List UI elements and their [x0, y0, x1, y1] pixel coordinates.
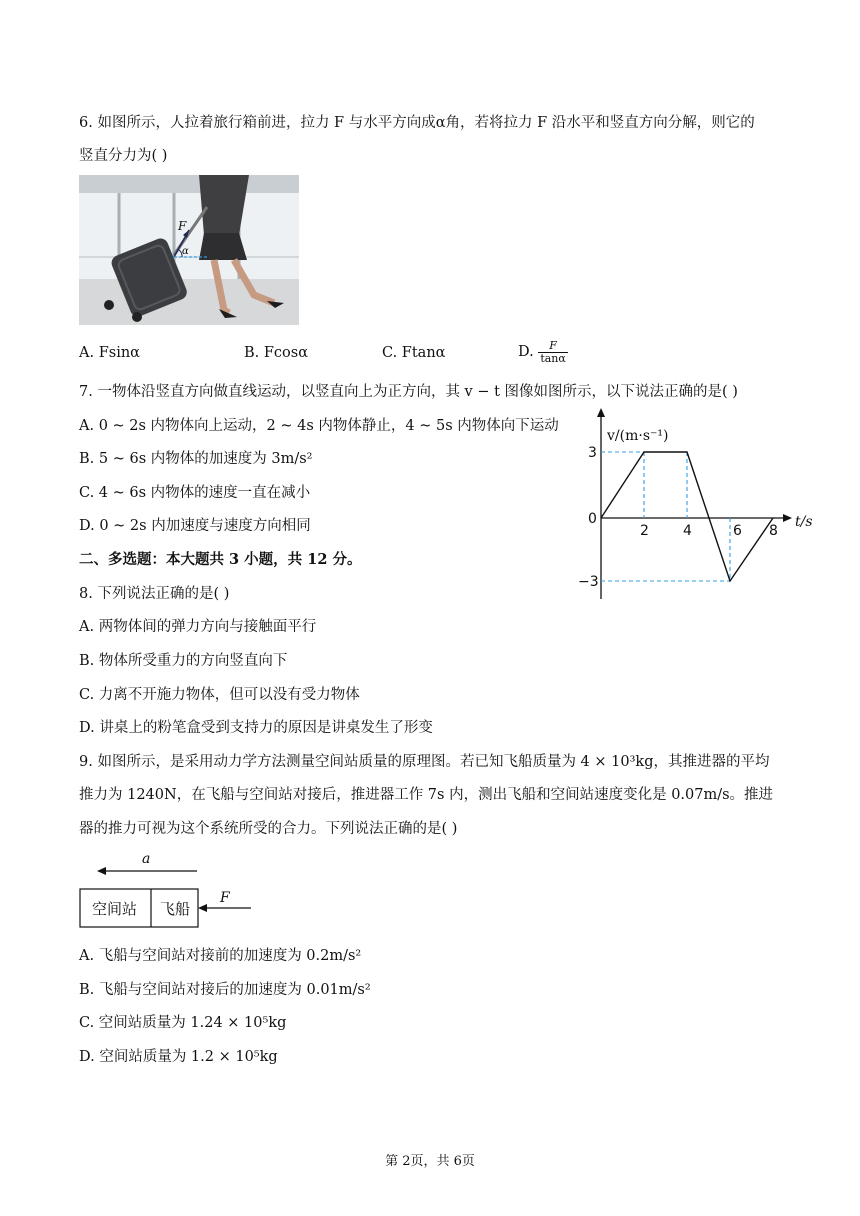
q6-stem-line1: 6. 如图所示，人拉着旅行箱前进，拉力 F 与水平方向成α角，若将拉力 F 沿水平和竖直方向分解，则它的	[79, 115, 755, 131]
y-axis-label: v/(m·s⁻¹)	[607, 428, 669, 444]
q8-option-b: B. 物体所受重力的方向竖直向下	[79, 653, 288, 669]
fraction-denominator: tanα	[540, 351, 566, 365]
q7-option-b: B. 5 ~ 6s 内物体的加速度为 3m/s²	[79, 451, 313, 467]
q9-stem-line2: 推力为 1240N，在飞船与空间站对接后，推进器工作 7s 内，测出飞船和空间站速度变化是 0.07m/s。推进	[79, 787, 774, 803]
tick-x4: 4	[683, 523, 692, 539]
force-label: F	[220, 890, 230, 906]
q8-stem: 8. 下列说法正确的是( )	[79, 586, 230, 602]
q8-option-c: C. 力离不开施力物体，但可以没有受力物体	[79, 687, 360, 703]
tick-yneg3: −3	[578, 574, 599, 590]
section-heading: 二、多选题：本大题共 3 小题，共 12 分。	[79, 551, 362, 568]
q9-stem-line3: 器的推力可视为这个系统所受的合力。下列说法正确的是( )	[79, 821, 458, 837]
acceleration-label: a	[142, 851, 151, 867]
q9-option-c: C. 空间站质量为 1.24 × 10⁵kg	[79, 1015, 287, 1031]
q9-stem-line1: 9. 如图所示，是采用动力学方法测量空间站质量的原理图。若已知飞船质量为 4 × 10³kg，其推进器的平均	[79, 754, 770, 770]
suitcase-illustration	[79, 175, 299, 325]
x-axis-arrow-icon	[783, 514, 792, 522]
spacecraft-box: 飞船	[160, 900, 191, 918]
station-diagram	[75, 848, 265, 934]
q6-option-c: C. Ftanα	[382, 345, 446, 361]
q7-option-a: A. 0 ~ 2s 内物体向上运动，2 ~ 4s 内物体静止，4 ~ 5s 内物体向下运动	[79, 418, 559, 434]
tick-x2: 2	[640, 523, 649, 539]
tick-x6: 6	[733, 523, 742, 539]
q9-option-d: D. 空间站质量为 1.2 × 10⁵kg	[79, 1049, 278, 1065]
q9-option-b: B. 飞船与空间站对接后的加速度为 0.01m/s²	[79, 982, 371, 998]
tick-origin: 0	[588, 511, 597, 527]
tick-y3: 3	[588, 445, 597, 461]
suitcase-photo	[79, 175, 299, 325]
q6-option-b: B. Fcosα	[244, 345, 309, 361]
vt-graph	[570, 404, 820, 604]
space-station-box: 空间站	[92, 900, 138, 918]
q7-stem: 7. 一物体沿竖直方向做直线运动，以竖直向上为正方向，其 v − t 图像如图所示，以下说法正确的是( )	[79, 384, 738, 400]
q7-option-d: D. 0 ~ 2s 内加速度与速度方向相同	[79, 518, 311, 534]
acceleration-arrow-icon	[97, 867, 106, 875]
q6-option-d-prefix: D.	[518, 344, 534, 360]
q7-option-c: C. 4 ~ 6s 内物体的速度一直在减小	[79, 485, 311, 501]
page-footer: 第 2页，共 6页	[385, 1154, 475, 1169]
q8-option-d: D. 讲桌上的粉笔盒受到支持力的原因是讲桌发生了形变	[79, 720, 433, 736]
fraction-numerator: F	[538, 340, 568, 353]
q9-option-a: A. 飞船与空间站对接前的加速度为 0.2m/s²	[79, 948, 362, 964]
fraction	[538, 340, 568, 365]
photo-alpha-label: α	[182, 246, 189, 257]
q8-option-a: A. 两物体间的弹力方向与接触面平行	[79, 619, 317, 635]
x-axis-label: t/s	[795, 514, 813, 530]
force-arrow-icon	[198, 904, 207, 912]
q6-stem-line2: 竖直分力为( )	[79, 148, 168, 164]
photo-f-label: F	[178, 219, 187, 233]
q6-option-d	[518, 336, 568, 368]
q6-option-a: A. Fsinα	[79, 345, 140, 361]
tick-x8: 8	[769, 523, 778, 539]
y-axis-arrow-icon	[597, 408, 605, 417]
